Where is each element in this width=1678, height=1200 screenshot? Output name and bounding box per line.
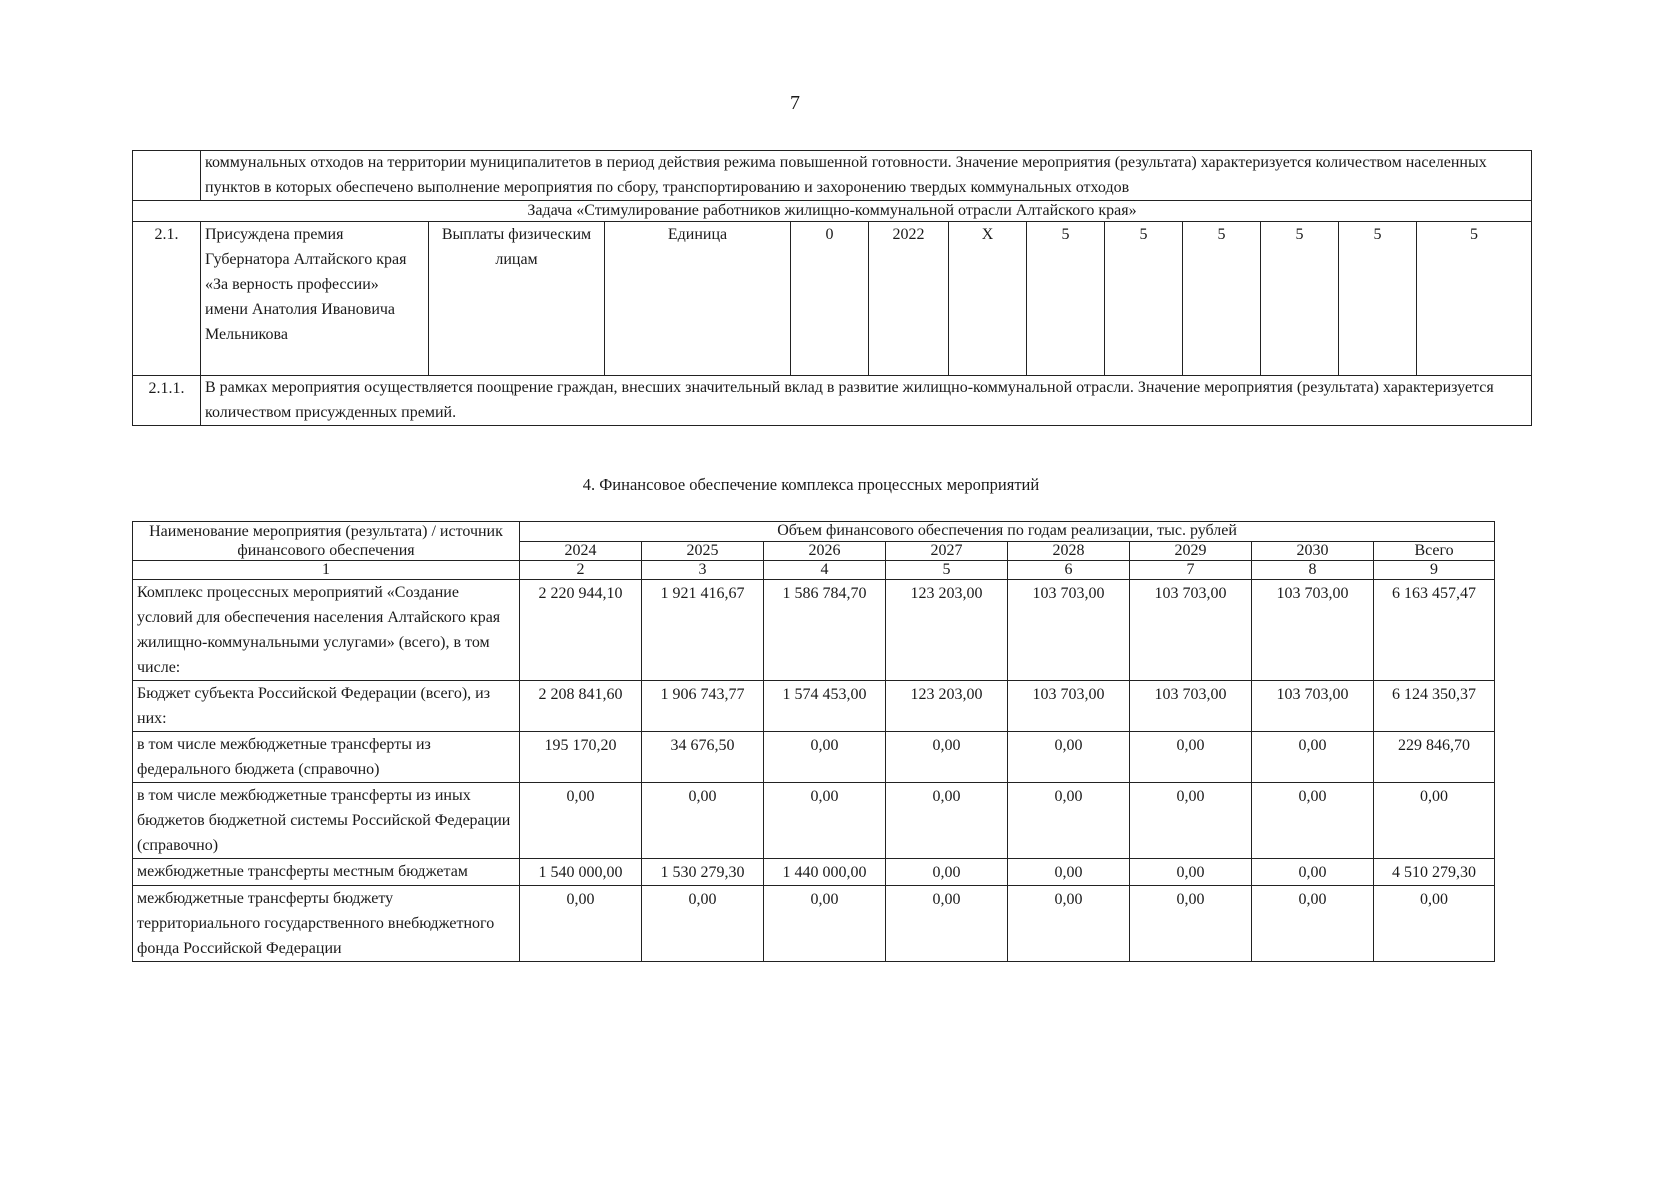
col-number: 5 [886,561,1008,580]
year-header: 2027 [886,541,1008,561]
value-cell: 2 208 841,60 [520,681,642,732]
value-cell: 195 170,20 [520,732,642,783]
table-row [133,783,1495,859]
table-row [133,681,1495,732]
value-cell: 1 574 453,00 [764,681,886,732]
value-cell: 0,00 [1252,886,1374,962]
section-title: 4. Финансовое обеспечение комплекса процессных мероприятий [582,475,1040,494]
value-cell: 123 203,00 [886,580,1008,681]
value-cell: 0,00 [1008,859,1130,886]
col-number: 8 [1252,561,1374,580]
value-cell: 1 440 000,00 [764,859,886,886]
value-cell: 0,00 [1130,732,1252,783]
task-row: Задача «Стимулирование работников жилищно-коммунальной отрасли Алтайского края» [133,201,1532,222]
value-cell: 0,00 [1130,859,1252,886]
value-cell: 1 921 416,67 [642,580,764,681]
value-cell: 0,00 [520,783,642,859]
row-name: в том числе межбюджетные трансферты из иных бюджетов бюджетной системы Российской Федерации (справочно) [133,783,520,859]
base-value: 0 [791,222,869,376]
value-cell: 2 220 944,10 [520,580,642,681]
measure-description: В рамках мероприятия осуществляется поощрение граждан, внесших значительный вклад в развитие жилищно-коммунальной отрасли. Значение мероприятия (результата) характеризуется количеством присужденных премий. [201,376,1532,426]
value-cell: 5 [1105,222,1183,376]
table-row [133,886,1495,962]
value-cell: 0,00 [886,859,1008,886]
total-cell: 6 124 350,37 [1374,681,1495,732]
col-number: 7 [1130,561,1252,580]
value-cell: 0,00 [1252,859,1374,886]
value-cell: 103 703,00 [1252,681,1374,732]
value-cell: 0,00 [886,783,1008,859]
col-number: 3 [642,561,764,580]
page-number: 7 [790,92,800,114]
value-cell: 0,00 [1130,783,1252,859]
value-cell: 0,00 [1252,783,1374,859]
year-header: 2026 [764,541,886,561]
row-number: 2.1.1. [133,376,201,426]
measure-name: Присуждена премия Губернатора Алтайского края «За верность профессии» имени Анатолия Ивановича Мельникова [201,222,429,376]
total-header: Всего [1374,541,1495,561]
value-cell: 5 [1183,222,1261,376]
total-cell: 6 163 457,47 [1374,580,1495,681]
value-cell: 0,00 [886,732,1008,783]
measure-unit: Единица [605,222,791,376]
row-name: Бюджет субъекта Российской Федерации (всего), из них: [133,681,520,732]
row-name: в том числе межбюджетные трансферты из федерального бюджета (справочно) [133,732,520,783]
continuation-text: коммунальных отходов на территории муниципалитетов в период действия режима повышенной готовности. Значение мероприятия (результата) характеризуется количеством населенных пунктов в которых обеспечено выполнение мероприятия по сбору, транспортированию и захоронению твердых коммунальных отходов [201,151,1532,201]
col-number: 6 [1008,561,1130,580]
year-header: 2028 [1008,541,1130,561]
value-cell: 103 703,00 [1252,580,1374,681]
total-cell: 0,00 [1374,783,1495,859]
col-number: 1 [133,561,520,580]
x-cell: X [949,222,1027,376]
table-row [133,732,1495,783]
value-cell: 0,00 [642,783,764,859]
measures-table [132,150,1532,426]
value-cell: 5 [1261,222,1339,376]
measure-type: Выплаты физическим лицам [429,222,605,376]
col-number: 4 [764,561,886,580]
header-volume: Объем финансового обеспечения по годам реализации, тыс. рублей [520,522,1495,542]
col-number: 9 [1374,561,1495,580]
total-cell: 4 510 279,30 [1374,859,1495,886]
value-cell: 34 676,50 [642,732,764,783]
value-cell: 0,00 [1008,783,1130,859]
value-cell: 0,00 [764,886,886,962]
financing-table [132,521,1495,962]
row-number: 2.1. [133,222,201,376]
value-cell: 5 [1417,222,1532,376]
value-cell: 0,00 [1008,886,1130,962]
row-name: Комплекс процессных мероприятий «Создание условий для обеспечения населения Алтайского края жилищно-коммунальными услугами» (всего), в том числе: [133,580,520,681]
value-cell: 103 703,00 [1008,580,1130,681]
value-cell: 1 530 279,30 [642,859,764,886]
value-cell: 123 203,00 [886,681,1008,732]
row-name: межбюджетные трансферты бюджету территориального государственного внебюджетного фонда Российской Федерации [133,886,520,962]
year-header: 2030 [1252,541,1374,561]
value-cell: 5 [1339,222,1417,376]
value-cell: 0,00 [764,783,886,859]
value-cell: 0,00 [520,886,642,962]
value-cell: 103 703,00 [1008,681,1130,732]
value-cell: 5 [1027,222,1105,376]
value-cell: 0,00 [1130,886,1252,962]
value-cell: 0,00 [1008,732,1130,783]
table-row [133,580,1495,681]
col-number: 2 [520,561,642,580]
value-cell: 0,00 [642,886,764,962]
value-cell: 103 703,00 [1130,681,1252,732]
total-cell: 229 846,70 [1374,732,1495,783]
base-year: 2022 [869,222,949,376]
continuation-num-cell [133,151,201,201]
value-cell: 0,00 [764,732,886,783]
value-cell: 1 906 743,77 [642,681,764,732]
year-header: 2025 [642,541,764,561]
table-row [133,859,1495,886]
value-cell: 1 540 000,00 [520,859,642,886]
row-name: межбюджетные трансферты местным бюджетам [133,859,520,886]
year-header: 2024 [520,541,642,561]
total-cell: 0,00 [1374,886,1495,962]
value-cell: 103 703,00 [1130,580,1252,681]
value-cell: 0,00 [886,886,1008,962]
value-cell: 0,00 [1252,732,1374,783]
header-name: Наименование мероприятия (результата) / источник финансового обеспечения [133,522,520,561]
value-cell: 1 586 784,70 [764,580,886,681]
year-header: 2029 [1130,541,1252,561]
